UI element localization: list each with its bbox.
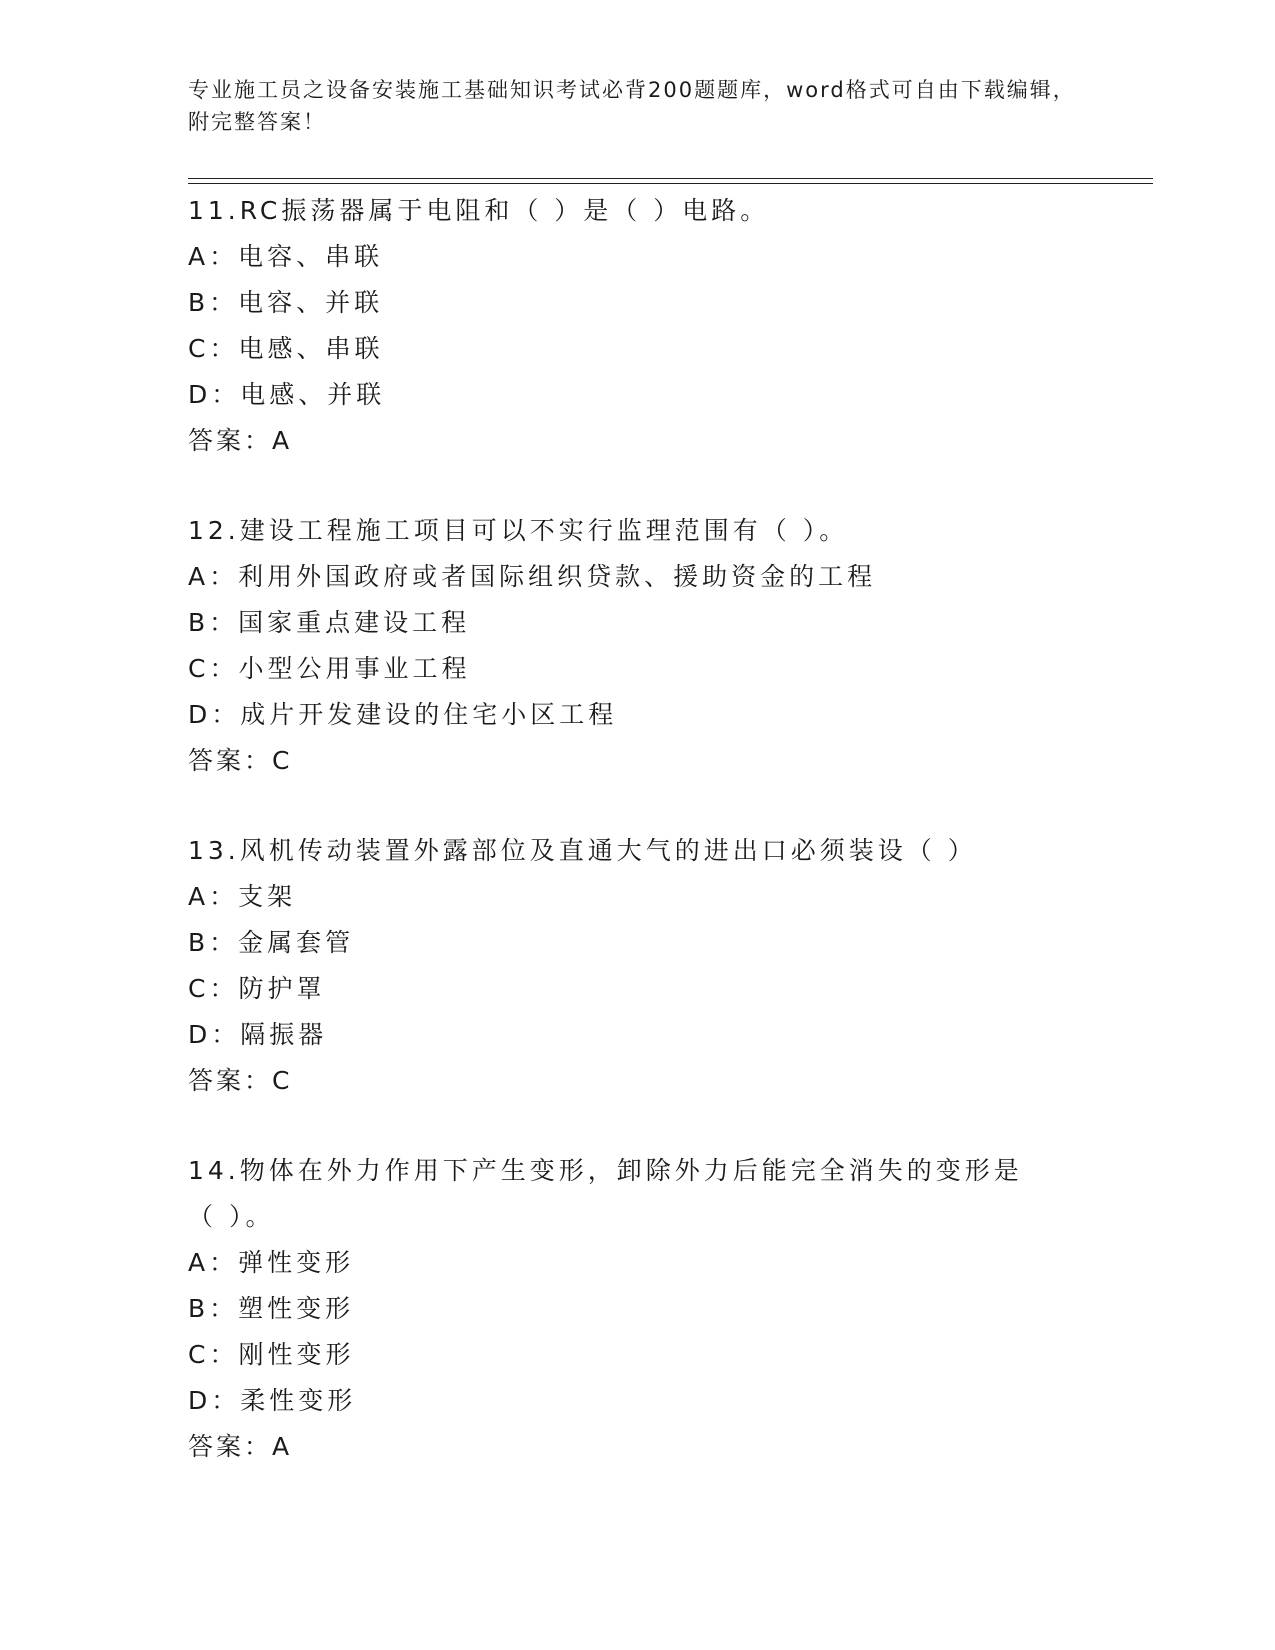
option-a: A：支架	[188, 882, 297, 911]
document-header: 专业施工员之设备安装施工基础知识考试必背200题题库，word格式可自由下载编辑，附完整答案！	[188, 78, 1076, 134]
header-divider-bottom	[188, 183, 1153, 184]
option-d: D：电感、并联	[188, 380, 386, 409]
option-a: A：电容、串联	[188, 242, 384, 271]
answer-line: 答案：C	[188, 746, 293, 775]
header-divider-top	[188, 178, 1153, 179]
answer-line: 答案：C	[188, 1066, 293, 1095]
question-title: 14.物体在外力作用下产生变形，卸除外力后能完全消失的变形是（ ）。	[188, 1156, 1023, 1231]
question-13	[188, 828, 1088, 1104]
option-b: B：国家重点建设工程	[188, 608, 471, 637]
answer-line: 答案：A	[188, 1432, 293, 1461]
option-b: B：塑性变形	[188, 1294, 355, 1323]
question-11	[188, 188, 1088, 464]
question-14	[188, 1148, 1088, 1470]
option-d: D：柔性变形	[188, 1386, 357, 1415]
question-title: 13.风机传动装置外露部位及直通大气的进出口必须装设（ ）	[188, 836, 977, 865]
option-c: C：电感、串联	[188, 334, 384, 363]
answer-line: 答案：A	[188, 426, 293, 455]
option-c: C：小型公用事业工程	[188, 654, 471, 683]
option-c: C：防护罩	[188, 974, 326, 1003]
option-a: A：利用外国政府或者国际组织贷款、援助资金的工程	[188, 562, 877, 591]
option-b: B：金属套管	[188, 928, 355, 957]
question-12	[188, 508, 1088, 784]
option-a: A：弹性变形	[188, 1248, 355, 1277]
option-b: B：电容、并联	[188, 288, 384, 317]
option-d: D：隔振器	[188, 1020, 328, 1049]
question-title: 11.RC振荡器属于电阻和（ ）是（ ）电路。	[188, 196, 770, 225]
option-c: C：刚性变形	[188, 1340, 355, 1369]
question-title: 12.建设工程施工项目可以不实行监理范围有（ ）。	[188, 516, 849, 545]
option-d: D：成片开发建设的住宅小区工程	[188, 700, 618, 729]
